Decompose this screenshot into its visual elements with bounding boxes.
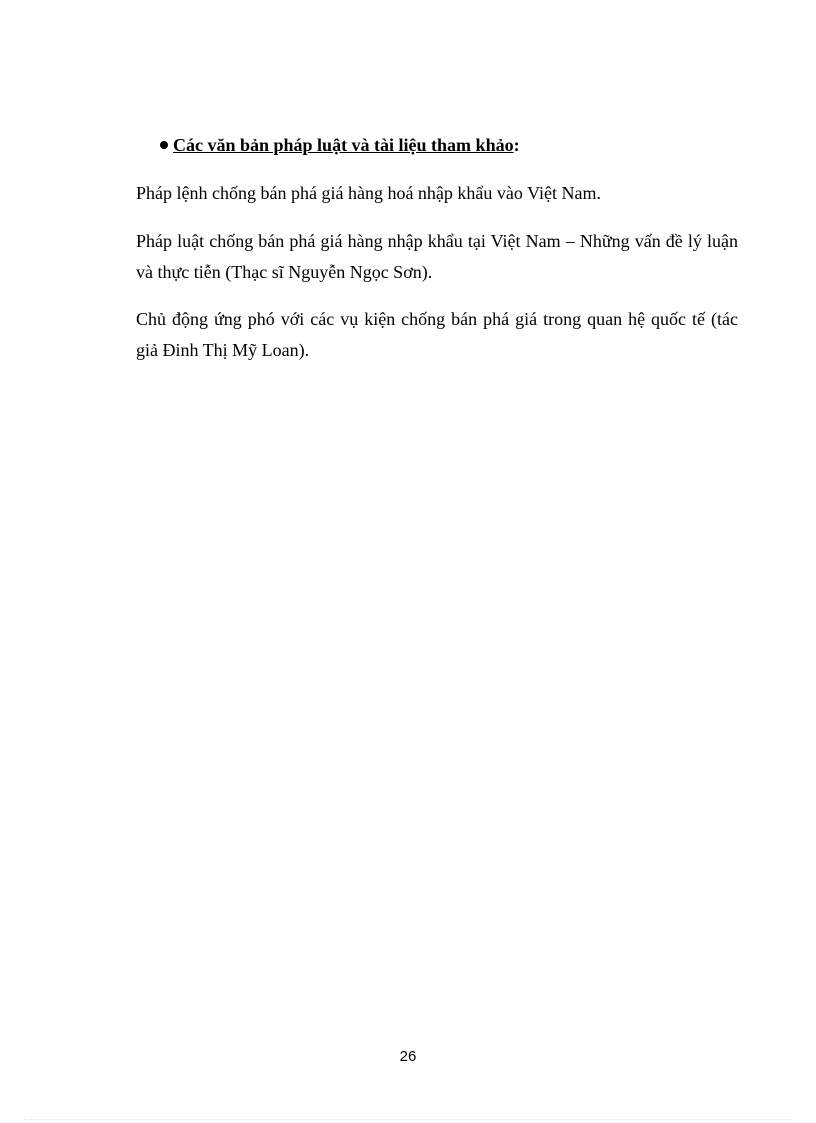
page-number: 26: [399, 1048, 417, 1065]
reference-item-1: Pháp lệnh chống bán phá giá hàng hoá nhập khẩu vào Việt Nam.: [136, 183, 601, 203]
section-heading-text: Các văn bản pháp luật và tài liệu tham khảo: [173, 135, 514, 155]
reference-item-2: Pháp luật chống bán phá giá hàng nhập khẩu tại Việt Nam – Những vấn đề lý luận và thực tiễn (Thạc sĩ Nguyễn Ngọc Sơn).: [136, 231, 738, 282]
section-heading-colon: :: [513, 135, 520, 155]
page-bottom-divider: [24, 1119, 792, 1120]
reference-item-3: Chủ động ứng phó với các vụ kiện chống bán phá giá trong quan hệ quốc tế (tác giả Đinh Thị Mỹ Loan).: [136, 309, 738, 360]
section-heading: [160, 133, 520, 157]
bullet-icon: [160, 141, 168, 149]
